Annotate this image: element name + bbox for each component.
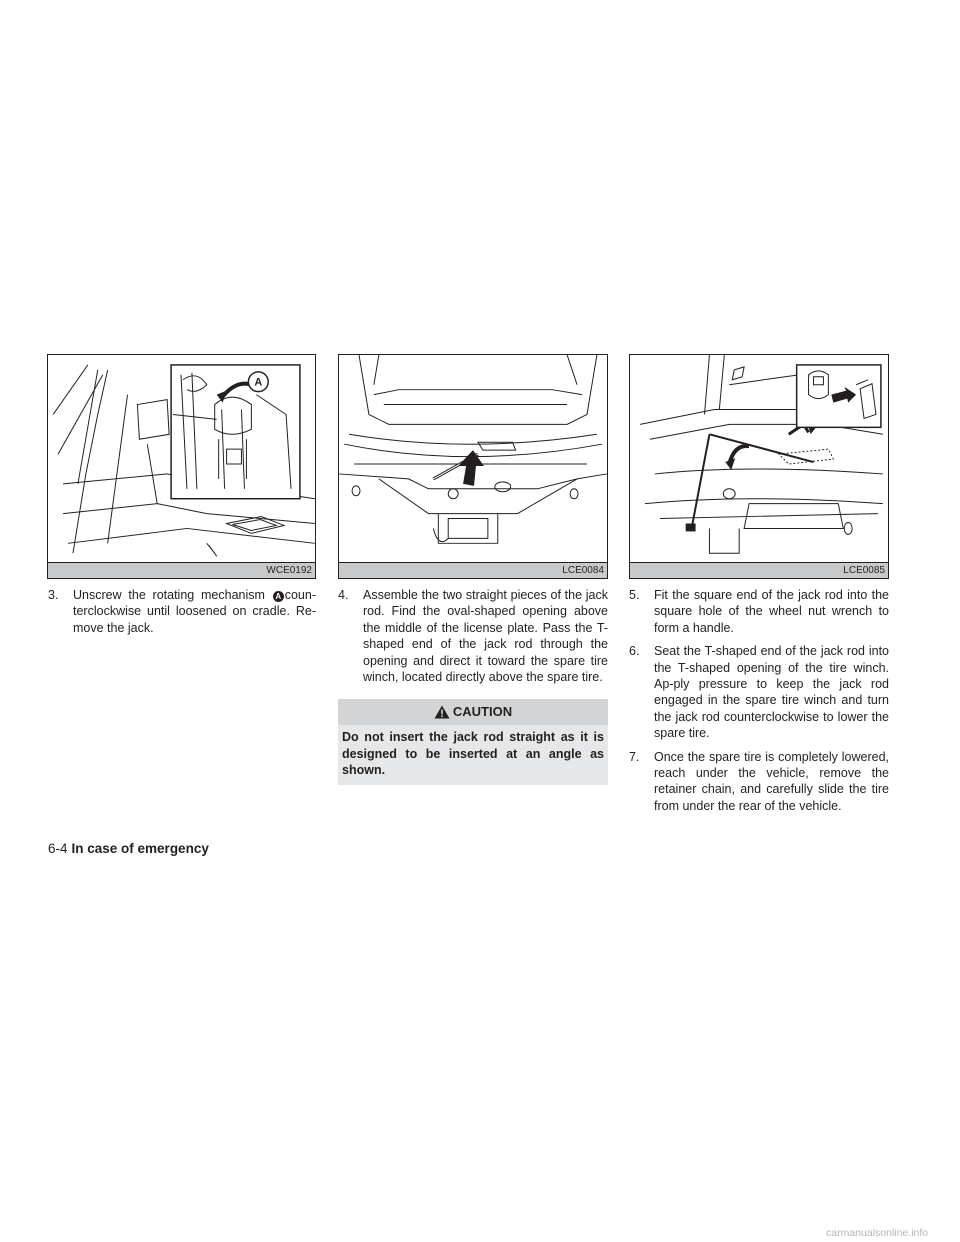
page-number: 6-4	[48, 841, 68, 856]
step-text: Once the spare tire is completely lowered, reach under the vehicle, remove the retainer chain, and carefully slide the tire from under the rear of the vehicle.	[654, 749, 889, 813]
callout-a-label: A	[254, 376, 263, 389]
figure-jack-rod-insert	[338, 354, 608, 579]
column-1	[48, 587, 316, 643]
figure-jack-rod-handle	[629, 354, 889, 579]
step-6	[629, 643, 889, 741]
column-2	[338, 587, 608, 785]
jack-rod-insert-illustration	[339, 355, 607, 578]
figure-code: LCE0084	[339, 562, 607, 578]
step-4	[338, 587, 608, 685]
step-number: 4.	[338, 588, 349, 602]
step-text: Unscrew the rotating mechanism	[73, 588, 265, 602]
callout-a-marker: A	[273, 591, 284, 602]
section-title: In case of emergency	[71, 841, 209, 856]
step-text: Seat the T-shaped end of the jack rod into the T-shaped opening of the tire winch. Ap-ply pressure to keep the jack rod engaged in the spare tire winch and turn the jack rod counterclockwise to lower the spare tire.	[654, 644, 889, 741]
page-footer	[48, 841, 209, 856]
step-text: Assemble the two straight pieces of the jack rod. Find the oval-shaped opening above the middle of the license plate. Pass the T-shaped end of the jack rod through the opening and direct it toward the spare tire winch, located directly above the spare tire.	[363, 588, 608, 685]
caution-title: CAUTION	[452, 704, 513, 720]
step-7	[629, 749, 889, 815]
step-text-cont: coun-terclockwise until loosened on cradle. Re-move the jack.	[73, 588, 316, 635]
column-3	[629, 587, 889, 821]
step-number: 7.	[629, 749, 640, 764]
step-text: Fit the square end of the jack rod into the square hole of the wheel nut wrench to form a handle.	[654, 588, 889, 635]
watermark: carmanualsonline.info	[826, 1227, 929, 1239]
warning-icon	[434, 705, 450, 719]
caution-header	[338, 699, 608, 725]
figure-jack-removal	[47, 354, 316, 579]
jack-rod-handle-illustration	[630, 355, 888, 578]
figure-code: WCE0192	[48, 562, 315, 578]
jack-removal-illustration	[48, 355, 315, 578]
step-number: 5.	[629, 588, 640, 602]
step-number: 6.	[629, 644, 640, 659]
caution-text: Do not insert the jack rod straight as it is designed to be inserted at an angle as shown.	[338, 725, 608, 784]
figure-code: LCE0085	[630, 562, 888, 578]
step-3	[48, 587, 316, 636]
step-number: 3.	[48, 588, 59, 602]
step-5	[629, 587, 889, 636]
